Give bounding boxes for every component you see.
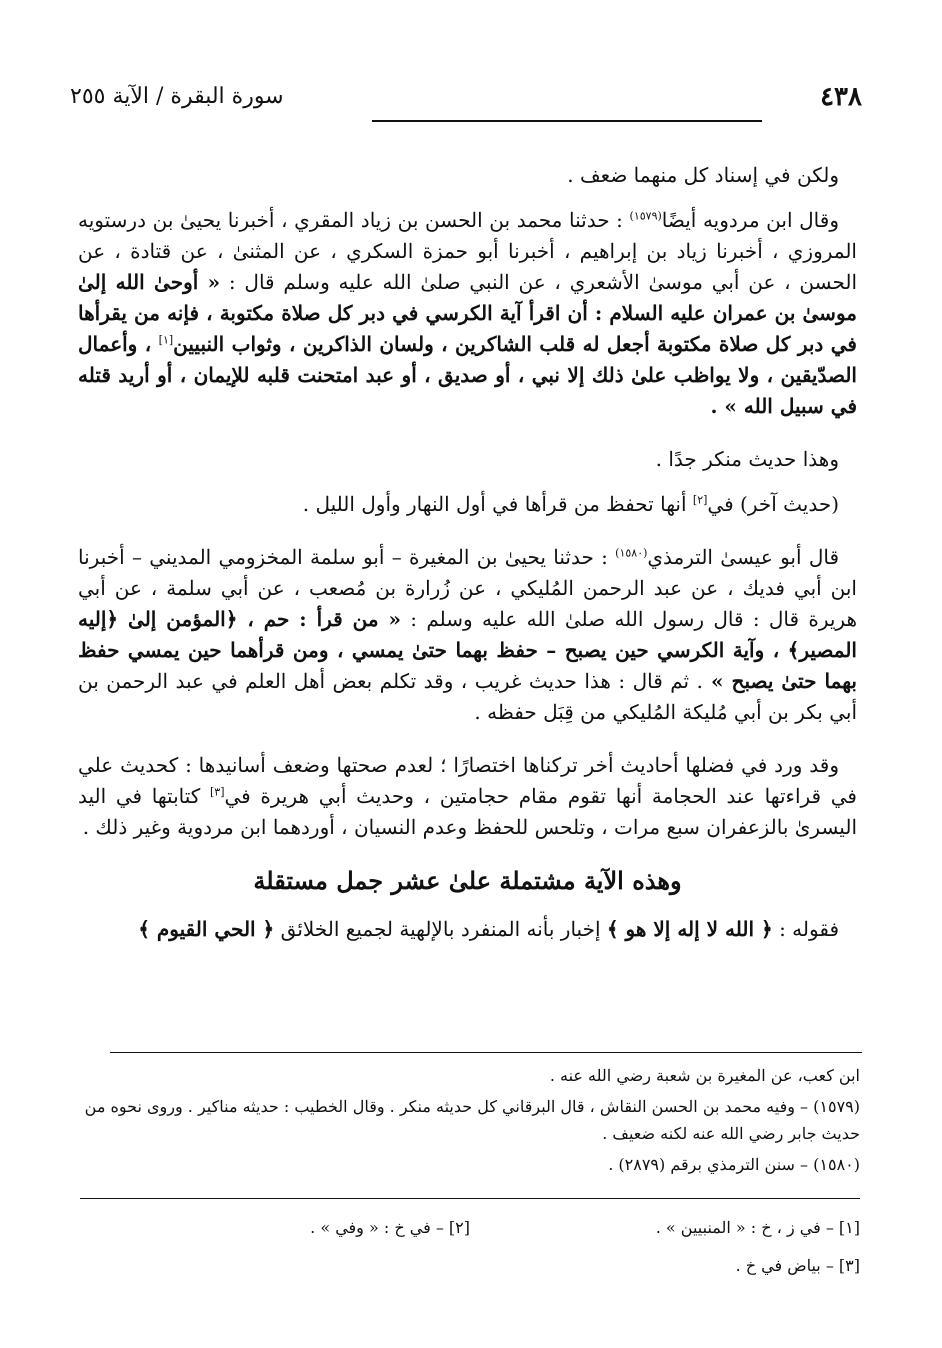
paragraph-6: وقد ورد في فضلها أحاديث أخر تركناها اختصارًا ؛ لعدم صحتها وضعف أسانيدها : كحديث علي في قراءتها عند الحجامة أنها تقوم مقام حجامتين ، وحديث أبي هريرة في[٣] كتابتها في اليد اليسرىٰ بالزعفران سبع مرات ، وتلحس للحفظ وعدم النسيان ، أوردهما ابن مردوية وغير ذلك . [78,753,857,839]
paragraph-2: وقال ابن مردويه أيضًا$^{(١٥٧٩)}$ : حدثنا محمد بن الحسن بن زياد المقري ، أخبرنا يحيىٰ بن درستويه المروزي ، أخبرنا زياد بن إبراهيم ، أخبرنا أبو حمزة السكري ، عن المثنىٰ ، عن قتادة ، عن الحسن ، عن أبي موسىٰ الأشعري ، عن النبي صلىٰ الله عليه وسلم قال : « أوحىٰ الله إلىٰ موسىٰ بن عمران عليه السلام : أن اقرأ آية الكرسي في دبر كل صلاة مكتوبة ، فإنه من يقرأها في دبر كل صلاة مكتوبة أجعل له قلب الشاكرين ، ولسان الذاكرين ، وثواب النبيين[١] ، وأعمال الصدّيقين ، ولا يواظب علىٰ ذلك إلا نبي ، أو صديق ، أو عبد امتحنت قلبه للإيمان ، أو أريد قتله في سبيل الله » . [78,208,858,418]
editor-notes-row-2 [80,1256,860,1282]
header-rule [372,120,762,122]
paragraph-3: وهذا حديث منكر جدًا . [655,447,839,471]
footnote-0: ابن كعب، عن المغيرة بن شعبة رضي الله عنه . [549,1066,860,1085]
editor-note-1: [١] – في ز ، خ : « المنبيين » . [655,1218,860,1237]
reference-number: (١٥٧٩) [629,209,662,223]
footnote-1579: (١٥٧٩) – وفيه محمد بن الحسن النقاش ، قال البرقاني كل حديثه منكر . وقال الخطيب : حديثه مناكير . وروى نحوه من حديث جابر رضي الله عنه لكنه ضعيف . [84,1097,860,1143]
footnote-marker: [٢] [692,493,708,507]
reference-number: (١٥٨٠) [615,546,648,560]
verse-quote: ﴿ الحي القيوم ﴾ [138,917,275,941]
footnote-rule-2 [80,1198,860,1199]
hadith-text: « أوحىٰ الله إلىٰ موسىٰ بن عمران عليه السلام : أن اقرأ آية الكرسي في دبر كل صلاة مكتوبة ، فإنه من يقرأها في دبر كل صلاة مكتوبة أجعل له قلب الشاكرين ، ولسان الذاكرين ، وثواب النبيين [78,270,857,356]
editor-note-3: [٣] – بياض في خ . [735,1256,860,1275]
paragraph-5: قال أبو عيسىٰ الترمذي$^{(١٥٨٠)}$ : حدثنا يحيىٰ بن المغيرة – أبو سلمة المخزومي المديني – أخبرنا ابن أبي فديك ، عن عبد الرحمن المُليكي ، عن زُرارة بن مُصعب ، عن أبي سلمة ، عن أبي هريرة قال : قال رسول الله صلىٰ الله عليه وسلم : « من قرأ : حم ، ﴿المؤمن إلىٰ ﴿إليه المصير﴾ ، وآية الكرسي حين يصبح – حفظ بهما حتىٰ يمسي ، ومن قرأهما حين يمسي حفظ بهما حتىٰ يصبح » . ثم قال : هذا حديث غريب ، وقد تكلم بعض أهل العلم في عبد الرحمن بن أبي بكر بن أبي مُليكة المُليكي من قِبَل حفظه . [78,545,858,724]
footnote-marker: [٣] [209,785,225,799]
paragraph-4: (حديث آخر) في[٢] أنها تحفظ من قرأها في أول النهار وأول الليل . [302,492,839,516]
section-heading: وهذه الآية مشتملة علىٰ عشر جمل مستقلة [253,866,682,895]
footnote-1580: (١٥٨٠) – سنن الترمذي برقم (٢٨٧٩) . [608,1155,860,1174]
hadith-text: « من قرأ : حم ، ﴿المؤمن إلىٰ ﴿إليه المصير﴾ ، وآية الكرسي حين يصبح – حفظ بهما حتىٰ يمسي ، ومن قرأهما حين يمسي حفظ بهما حتىٰ يصبح » [78,607,857,693]
verse-quote: ﴿ الله لا إله إلا هو ﴾ [606,917,773,941]
footnote-marker: [١] [158,333,174,347]
page-number: ٤٣٨ [820,82,862,112]
paragraph-1: ولكن في إسناد كل منهما ضعف . [567,163,839,187]
editor-note-2: [٢] – في خ : « وفي » . [310,1218,470,1237]
footnote-rule [110,1052,862,1053]
paragraph-7: فقوله : ﴿ الله لا إله إلا هو ﴾ إخبار بأنه المنفرد بالإلهية لجميع الخلائق ﴿ الحي القيوم ﴾ [138,917,839,941]
main-text [78,160,857,967]
running-title: سورة البقرة / الآية ٢٥٥ [70,84,284,109]
page-header [70,82,862,132]
editor-notes-row-1 [80,1218,860,1244]
footnotes [80,1062,860,1182]
hadith-text-cont: ، وأعمال الصدّيقين ، ولا يواظب علىٰ ذلك إلا نبي ، أو صديق ، أو عبد امتحنت قلبه للإيمان ، أو أريد قتله في سبيل الله » . [78,332,857,418]
